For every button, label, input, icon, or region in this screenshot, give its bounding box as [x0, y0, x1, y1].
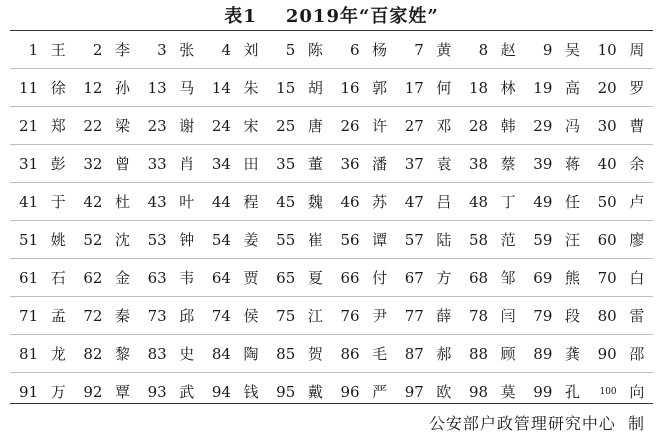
rank-number: 2: [92, 40, 103, 59]
rank-number: 16: [331, 69, 363, 107]
table-row: [10, 221, 653, 259]
surname: 莫: [492, 373, 524, 411]
rank-number: 66: [331, 259, 363, 297]
rank-number: 84: [203, 335, 235, 373]
surname: 谢: [171, 107, 203, 145]
surname: 姚: [42, 221, 74, 259]
surname: 石: [42, 259, 74, 297]
surname: 叶: [171, 183, 203, 221]
surname: 苏: [364, 183, 396, 221]
rank-number: 50: [589, 183, 621, 221]
rank-number: 9: [542, 40, 553, 59]
rank-number: 60: [589, 221, 621, 259]
surname: 邱: [171, 297, 203, 335]
surname: 杜: [106, 183, 138, 221]
surname: 雷: [621, 297, 653, 335]
surname: 肖: [171, 145, 203, 183]
rank-number: 44: [203, 183, 235, 221]
rank-number: 92: [74, 373, 106, 411]
surname: 田: [235, 145, 267, 183]
rank-number: 6: [350, 40, 360, 59]
surname: 沈: [106, 221, 138, 259]
rank-number: 30: [589, 107, 621, 145]
surname: 段: [556, 297, 588, 335]
surname: 陶: [235, 335, 267, 373]
table-row: [10, 373, 653, 411]
rank-number: 71: [10, 297, 42, 335]
rank-number: 83: [139, 335, 171, 373]
rank-number: 4: [221, 40, 231, 59]
surname: 朱: [235, 69, 267, 107]
surname: 周: [629, 41, 645, 59]
rank-number: 47: [396, 183, 428, 221]
surname: 贺: [299, 335, 331, 373]
rank-number: 36: [331, 145, 363, 183]
surname: 韦: [171, 259, 203, 297]
table-row: [10, 183, 653, 221]
surname: 高: [556, 69, 588, 107]
surname: 潘: [364, 145, 396, 183]
surname: 袁: [428, 145, 460, 183]
surname: 谭: [364, 221, 396, 259]
surname: 贾: [235, 259, 267, 297]
surname: 董: [299, 145, 331, 183]
surname: 邵: [621, 335, 653, 373]
rank-number: 78: [460, 297, 492, 335]
rank-number: 89: [524, 335, 556, 373]
surname: 顾: [492, 335, 524, 373]
rank-number: 7: [414, 40, 424, 59]
surname: 马: [171, 69, 203, 107]
source-note: 公安部户政管理研究中心 制: [428, 414, 645, 433]
rank-number: 38: [460, 145, 492, 183]
rank-number: 93: [139, 373, 171, 411]
surname: 王: [50, 41, 66, 59]
rank-number: 56: [331, 221, 363, 259]
surname: 侯: [235, 297, 267, 335]
rank-number: 90: [589, 335, 621, 373]
rank-number: 26: [331, 107, 363, 145]
rank-number: 72: [74, 297, 106, 335]
surname: 薛: [428, 297, 460, 335]
rank-number: 59: [524, 221, 556, 259]
table-row: [10, 335, 653, 373]
surname: 欧: [428, 373, 460, 411]
surname: 曹: [621, 107, 653, 145]
rank-number: 64: [203, 259, 235, 297]
rank-number: 80: [589, 297, 621, 335]
rank-number: 5: [285, 40, 296, 59]
surname: 梁: [106, 107, 138, 145]
surname: 何: [428, 69, 460, 107]
surname: 黄: [436, 41, 452, 59]
rank-number: 1: [28, 40, 39, 59]
rank-number: 45: [267, 183, 299, 221]
surname: 吕: [428, 183, 460, 221]
rank-number: 94: [203, 373, 235, 411]
surname: 郝: [428, 335, 460, 373]
surname: 向: [621, 373, 653, 411]
rank-number: 10: [597, 40, 617, 59]
rank-number: 70: [589, 259, 621, 297]
surname: 黎: [106, 335, 138, 373]
rank-number: 98: [460, 373, 492, 411]
rank-number: 91: [10, 373, 42, 411]
rank-number: 53: [139, 221, 171, 259]
surname: 熊: [556, 259, 588, 297]
rank-number: 46: [331, 183, 363, 221]
surname: 付: [364, 259, 396, 297]
table-row: [10, 69, 653, 107]
table-row: [10, 297, 653, 335]
surname: 罗: [621, 69, 653, 107]
surname: 冯: [556, 107, 588, 145]
surname-table-body: [10, 31, 653, 410]
table-bottom-rule: [10, 403, 653, 404]
rank-number: 81: [10, 335, 42, 373]
rank-number: 100: [589, 373, 621, 411]
surname: 严: [364, 373, 396, 411]
rank-number: 11: [10, 69, 42, 107]
rank-number: 29: [524, 107, 556, 145]
rank-number: 31: [10, 145, 42, 183]
surname: 魏: [299, 183, 331, 221]
surname: 李: [114, 41, 130, 59]
table-row: [10, 145, 653, 183]
surname: 尹: [364, 297, 396, 335]
rank-number: 55: [267, 221, 299, 259]
surname: 孔: [556, 373, 588, 411]
surname: 龚: [556, 335, 588, 373]
surname: 孙: [106, 69, 138, 107]
surname: 刘: [243, 41, 259, 59]
rank-number: 39: [524, 145, 556, 183]
rank-number: 61: [10, 259, 42, 297]
rank-number: 23: [139, 107, 171, 145]
rank-number: 85: [267, 335, 299, 373]
rank-number: 24: [203, 107, 235, 145]
rank-number: 96: [331, 373, 363, 411]
surname: 闫: [492, 297, 524, 335]
rank-number: 22: [74, 107, 106, 145]
rank-number: 42: [74, 183, 106, 221]
surname: 吴: [564, 41, 580, 59]
rank-number: 32: [74, 145, 106, 183]
surname: 余: [621, 145, 653, 183]
rank-number: 75: [267, 297, 299, 335]
rank-number: 18: [460, 69, 492, 107]
surname: 汪: [556, 221, 588, 259]
rank-number: 67: [396, 259, 428, 297]
rank-number: 27: [396, 107, 428, 145]
surname: 丁: [492, 183, 524, 221]
rank-number: 58: [460, 221, 492, 259]
rank-number: 95: [267, 373, 299, 411]
rank-number: 52: [74, 221, 106, 259]
rank-number: 77: [396, 297, 428, 335]
surname: 郭: [364, 69, 396, 107]
surname: 蔡: [492, 145, 524, 183]
rank-number: 8: [478, 40, 489, 59]
surname: 白: [621, 259, 653, 297]
rank-number: 57: [396, 221, 428, 259]
rank-number: 3: [157, 40, 167, 59]
rank-number: 35: [267, 145, 299, 183]
surname: 钟: [171, 221, 203, 259]
rank-number: 63: [139, 259, 171, 297]
surname: 赵: [500, 41, 516, 59]
rank-number: 88: [460, 335, 492, 373]
rank-number: 33: [139, 145, 171, 183]
surname: 韩: [492, 107, 524, 145]
surname: 武: [171, 373, 203, 411]
surname: 郑: [42, 107, 74, 145]
surname-table: [10, 31, 653, 410]
rank-number: 41: [10, 183, 42, 221]
surname: 廖: [621, 221, 653, 259]
rank-number: 62: [74, 259, 106, 297]
rank-number: 86: [331, 335, 363, 373]
rank-number: 69: [524, 259, 556, 297]
surname: 秦: [106, 297, 138, 335]
surname: 龙: [42, 335, 74, 373]
rank-number: 37: [396, 145, 428, 183]
surname: 许: [364, 107, 396, 145]
rank-number: 40: [589, 145, 621, 183]
surname: 万: [42, 373, 74, 411]
surname: 于: [42, 183, 74, 221]
surname: 范: [492, 221, 524, 259]
surname: 曾: [106, 145, 138, 183]
rank-number: 43: [139, 183, 171, 221]
surname: 史: [171, 335, 203, 373]
rank-number: 48: [460, 183, 492, 221]
surname: 覃: [106, 373, 138, 411]
surname: 邹: [492, 259, 524, 297]
rank-number: 51: [10, 221, 42, 259]
rank-number: 34: [203, 145, 235, 183]
rank-number: 73: [139, 297, 171, 335]
table-title: 表1 2019年“百家姓”: [224, 6, 439, 27]
surname: 姜: [235, 221, 267, 259]
surname: 蒋: [556, 145, 588, 183]
rank-number: 97: [396, 373, 428, 411]
rank-number: 99: [524, 373, 556, 411]
surname: 钱: [235, 373, 267, 411]
rank-number: 21: [10, 107, 42, 145]
surname: 陆: [428, 221, 460, 259]
rank-number: 76: [331, 297, 363, 335]
surname: 彭: [42, 145, 74, 183]
rank-number: 68: [460, 259, 492, 297]
surname: 崔: [299, 221, 331, 259]
rank-number: 19: [524, 69, 556, 107]
rank-number: 17: [396, 69, 428, 107]
rank-number: 49: [524, 183, 556, 221]
rank-number: 25: [267, 107, 299, 145]
surname: 邓: [428, 107, 460, 145]
surname: 杨: [372, 41, 388, 59]
surname: 唐: [299, 107, 331, 145]
surname: 陈: [307, 41, 323, 59]
rank-number: 82: [74, 335, 106, 373]
surname: 孟: [42, 297, 74, 335]
table-row: [10, 31, 653, 69]
surname: 程: [235, 183, 267, 221]
table-row: [10, 259, 653, 297]
rank-number: 20: [589, 69, 621, 107]
surname: 胡: [299, 69, 331, 107]
rank-number: 74: [203, 297, 235, 335]
surname: 宋: [235, 107, 267, 145]
rank-number: 54: [203, 221, 235, 259]
surname: 林: [492, 69, 524, 107]
rank-number: 12: [74, 69, 106, 107]
rank-number: 14: [203, 69, 235, 107]
surname: 方: [428, 259, 460, 297]
rank-number: 28: [460, 107, 492, 145]
rank-number: 15: [267, 69, 299, 107]
rank-number: 13: [139, 69, 171, 107]
surname: 毛: [364, 335, 396, 373]
rank-number: 65: [267, 259, 299, 297]
surname: 卢: [621, 183, 653, 221]
surname: 戴: [299, 373, 331, 411]
surname: 徐: [42, 69, 74, 107]
surname: 金: [106, 259, 138, 297]
rank-number: 79: [524, 297, 556, 335]
surname: 任: [556, 183, 588, 221]
rank-number: 87: [396, 335, 428, 373]
table-row: [10, 107, 653, 145]
surname: 江: [299, 297, 331, 335]
surname: 夏: [299, 259, 331, 297]
surname: 张: [179, 41, 195, 59]
